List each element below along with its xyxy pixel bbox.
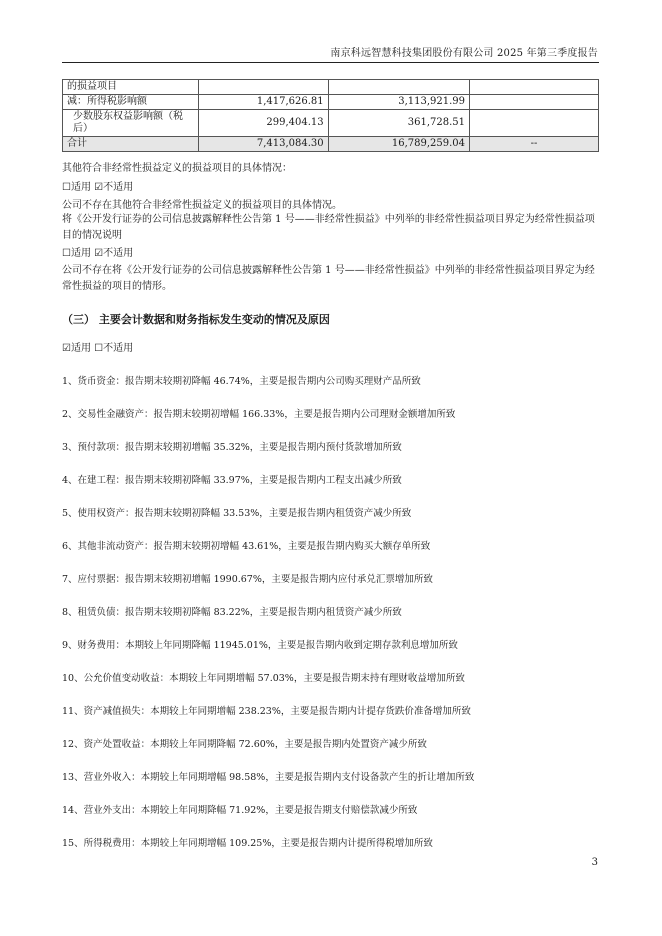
header-divider	[62, 62, 599, 63]
other-items-applicability: ☐适用 ☑不适用	[62, 182, 134, 193]
report-header-title: 南京科远智慧科技集团股份有限公司 2025 年第三季度报告	[330, 48, 598, 59]
list-item: 3、预付款项：报告期末较期初增幅 35.32%，主要是报告期内预付货款增加所致	[62, 442, 402, 453]
table-cell-note	[470, 95, 599, 110]
table-cell-current	[198, 80, 328, 95]
list-item: 14、营业外支出：本期较上年同期降幅 71.92%，主要是报告期支付赔偿款减少所致	[62, 805, 418, 816]
table-row-total	[63, 137, 599, 152]
table-cell-ytd: 361,728.51	[328, 110, 469, 137]
table-cell-label: 的损益项目	[63, 80, 199, 95]
other-items-text: 公司不存在其他符合非经常性损益定义的损益项目的具体情况。	[62, 200, 342, 211]
public-notice-applicability: ☐适用 ☑不适用	[62, 248, 134, 259]
list-item: 5、使用权资产：报告期末较期初降幅 33.53%，主要是报告期内租赁资产减少所致	[62, 508, 412, 519]
table-cell-label: 少数股东权益影响额（税后）	[63, 110, 199, 137]
table-cell-ytd: 16,789,259.04	[328, 137, 469, 152]
table-cell-current: 1,417,626.81	[198, 95, 328, 110]
list-item: 11、资产减值损失：本期较上年同期增幅 238.23%，主要是报告期内计提存货跌价准备增加所致	[62, 706, 471, 717]
other-items-intro: 其他符合非经常性损益定义的损益项目的具体情况：	[62, 163, 292, 174]
table-cell-note	[470, 80, 599, 95]
table-cell-ytd: 3,113,921.99	[328, 95, 469, 110]
list-item: 12、资产处置收益：本期较上年同期降幅 72.60%，主要是报告期内处置资产减少所致	[62, 739, 427, 750]
list-item: 6、其他非流动资产：报告期末较期初增幅 43.61%，主要是报告期内购买大额存单所致	[62, 541, 431, 552]
table-cell-ytd	[328, 80, 469, 95]
list-item: 4、在建工程：报告期末较期初降幅 33.97%，主要是报告期内工程支出减少所致	[62, 475, 402, 486]
table-cell-label: 合计	[63, 137, 199, 152]
table-cell-current: 299,404.13	[198, 110, 328, 137]
table-row	[63, 110, 599, 137]
list-item: 1、货币资金：报告期末较期初降幅 46.74%，主要是报告期内公司购买理财产品所致	[62, 376, 421, 387]
table-row	[63, 80, 599, 95]
public-notice-text: 公司不存在将《公开发行证券的公司信息披露解释性公告第 1 号——非经常性损益》中列举的非经常性损益项目界定为经常性损益的项目的情形。	[62, 265, 595, 292]
table-cell-note	[470, 110, 599, 137]
table-cell-label: 减：所得税影响额	[63, 95, 199, 110]
non-recurring-gains-table	[62, 79, 599, 152]
section-applicability: ☑适用 ☐不适用	[62, 343, 134, 354]
list-item: 9、财务费用：本期较上年同期降幅 11945.01%，主要是报告期内收到定期存款利息增加所致	[62, 640, 458, 651]
public-notice-intro: 将《公开发行证券的公司信息披露解释性公告第 1 号——非经常性损益》中列举的非经常性损益项目界定为经常性损益项目的情况说明	[62, 214, 595, 241]
list-item: 8、租赁负债：报告期末较期初降幅 83.22%，主要是报告期内租赁资产减少所致	[62, 607, 402, 618]
list-item: 2、交易性金融资产：报告期末较期初增幅 166.33%，主要是报告期内公司理财金额增加所致	[62, 409, 456, 420]
list-item: 13、营业外收入：本期较上年同期增幅 98.58%，主要是报告期内支付设备款产生的折让增加所致	[62, 772, 475, 783]
table-row	[63, 95, 599, 110]
list-item: 15、所得税费用：本期较上年同期增幅 109.25%，主要是报告期内计提所得税增加所致	[62, 838, 433, 849]
table-cell-note: --	[470, 137, 599, 152]
list-item: 10、公允价值变动收益：本期较上年同期增幅 57.03%，主要是报告期末持有理财收益增加所致	[62, 673, 465, 684]
list-item: 7、应付票据：报告期末较期初增幅 1990.67%，主要是报告期内应付承兑汇票增加所致	[62, 574, 433, 585]
table-cell-current: 7,413,084.30	[198, 137, 328, 152]
section-title: （三） 主要会计数据和财务指标发生变动的情况及原因	[62, 313, 330, 326]
page-number: 3	[591, 857, 598, 868]
